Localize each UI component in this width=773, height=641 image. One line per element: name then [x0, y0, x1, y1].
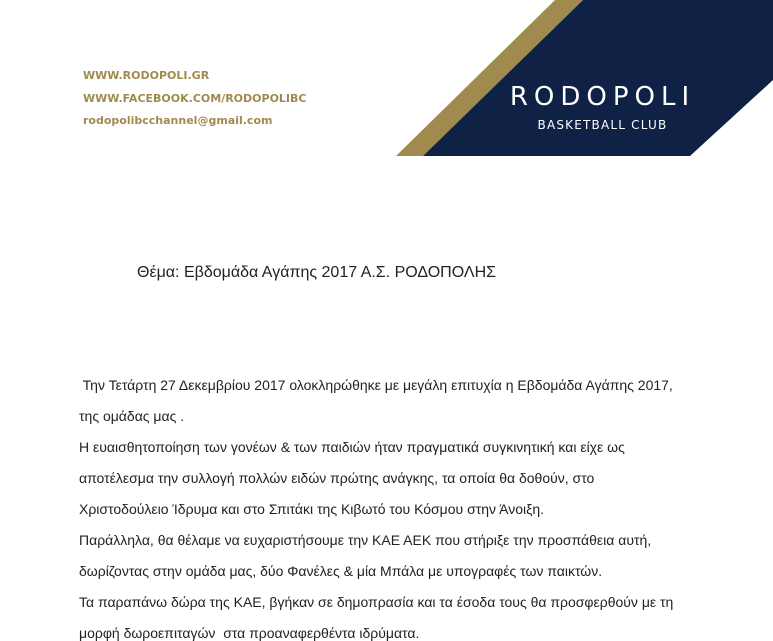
body-line: αποτέλεσμα την συλλογή πολλών ειδών πρώτης ανάγκης, τα οποία θα δοθούν, στο: [79, 470, 595, 486]
facebook-link[interactable]: WWW.FACEBOOK.COM/RODOPOLIBC: [83, 92, 307, 105]
body-line: Χριστοδούλειο Ίδρυμα και στο Σπιτάκι της Κιβωτό του Κόσμου στην Άνοιξη.: [79, 501, 545, 517]
body-line: μορφή δωροεπιταγών στα προαναφερθέντα ιδρύματα.: [79, 625, 420, 641]
body-line: Παράλληλα, θα θέλαμε να ευχαριστήσουμε την ΚΑΕ ΑΕΚ που στήριξε την προσπάθεια αυτή,: [79, 532, 652, 548]
website-link[interactable]: WWW.RODOPOLI.GR: [83, 69, 210, 82]
club-name: RODOPOLI: [509, 82, 696, 112]
body-line: Την Τετάρτη 27 Δεκεμβρίου 2017 ολοκληρώθηκε με μεγάλη επιτυχία η Εβδομάδα Αγάπης 2017,: [79, 377, 673, 393]
body-line: της ομάδας μας .: [79, 408, 185, 424]
club-subtitle: BASKETBALL CLUB: [537, 118, 668, 132]
letter-subject: Θέμα: Εβδομάδα Αγάπης 2017 Α.Σ. ΡΟΔΟΠΟΛΗΣ: [137, 264, 497, 281]
email-link[interactable]: rodopolibcchannel@gmail.com: [83, 114, 273, 127]
body-line: Τα παραπάνω δώρα της ΚΑΕ, βγήκαν σε δημοπρασία και τα έσοδα τους θα προσφερθούν με τη: [79, 594, 674, 610]
letter-body: [79, 370, 729, 641]
body-line: δωρίζοντας στην ομάδα μας, δύο Φανέλες & μία Μπάλα με υπογραφές των παικτών.: [79, 563, 603, 579]
body-line: Η ευαισθητοποίηση των γονέων & των παιδιών ήταν πραγματικά συγκινητική και είχε ως: [79, 439, 625, 455]
